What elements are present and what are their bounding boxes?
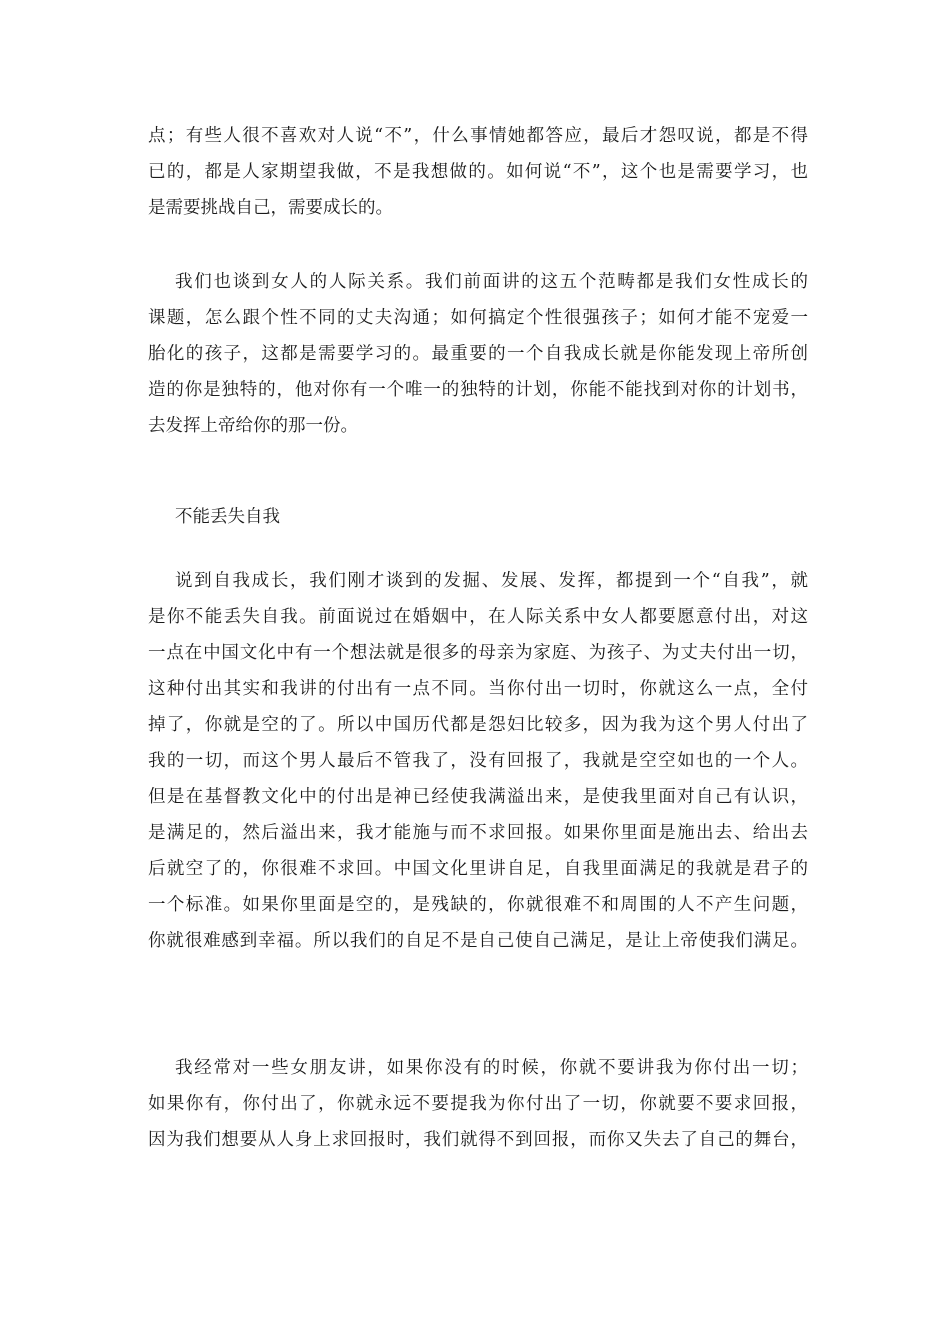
text-line: 你就很难感到幸福。所以我们的自足不是自己使自己满足，是让上帝使我们满足。 <box>148 931 808 951</box>
text-line: 我们也谈到女人的人际关系。我们前面讲的这五个范畴都是我们女性成长的 <box>175 272 808 292</box>
text-line: 因为我们想要从人身上求回报时，我们就得不到回报，而你又失去了自己的舞台， <box>148 1130 808 1150</box>
text-line: 我经常对一些女朋友讲，如果你没有的时候，你就不要讲我为你付出一切； <box>175 1058 808 1078</box>
paragraph <box>148 118 808 226</box>
text-line: 一个标准。如果你里面是空的，是残缺的，你就很难不和周围的人不产生问题， <box>148 895 808 915</box>
text-line: 去发挥上帝给你的那一份。 <box>148 416 358 436</box>
text-line: 这种付出其实和我讲的付出有一点不同。当你付出一切时，你就这么一点，全付 <box>148 679 808 699</box>
text-line: 后就空了的，你很难不求回。中国文化里讲自足，自我里面满足的我就是君子的 <box>148 859 808 879</box>
text-line: 课题，怎么跟个性不同的丈夫沟通；如何搞定个性很强孩子；如何才能不宠爱一 <box>148 308 808 328</box>
text-line: 我的一切，而这个男人最后不管我了，没有回报了，我就是空空如也的一个人。 <box>148 751 808 771</box>
text-line: 是你不能丢失自我。前面说过在婚姻中，在人际关系中女人都要愿意付出，对这 <box>148 607 808 627</box>
text-line: 造的你是独特的，他对你有一个唯一的独特的计划，你能不能找到对你的计划书， <box>148 380 808 400</box>
section-heading <box>148 499 808 535</box>
text-line: 胎化的孩子，这都是需要学习的。最重要的一个自我成长就是你能发现上帝所创 <box>148 344 808 364</box>
text-line: 说到自我成长，我们刚才谈到的发掘、发展、发挥，都提到一个“自我”，就 <box>175 571 808 591</box>
heading-text: 不能丢失自我 <box>175 507 280 527</box>
text-line: 一点在中国文化中有一个想法就是很多的母亲为家庭、为孩子、为丈夫付出一切， <box>148 643 808 663</box>
text-line: 但是在基督教文化中的付出是神已经使我满溢出来，是使我里面对自己有认识， <box>148 787 808 807</box>
paragraph <box>148 1050 808 1158</box>
text-line: 如果你有，你付出了，你就永远不要提我为你付出了一切，你就要不要求回报， <box>148 1094 808 1114</box>
text-line: 掉了，你就是空的了。所以中国历代都是怨妇比较多，因为我为这个男人付出了 <box>148 715 808 735</box>
text-line: 点；有些人很不喜欢对人说“不”，什么事情她都答应，最后才怨叹说，都是不得 <box>148 126 808 146</box>
text-line: 是需要挑战自己，需要成长的。 <box>148 198 393 218</box>
paragraph <box>148 264 808 444</box>
text-line: 已的，都是人家期望我做，不是我想做的。如何说“不”，这个也是需要学习，也 <box>148 162 808 182</box>
paragraph <box>148 563 808 959</box>
text-line: 是满足的，然后溢出来，我才能施与而不求回报。如果你里面是施出去、给出去 <box>148 823 808 843</box>
